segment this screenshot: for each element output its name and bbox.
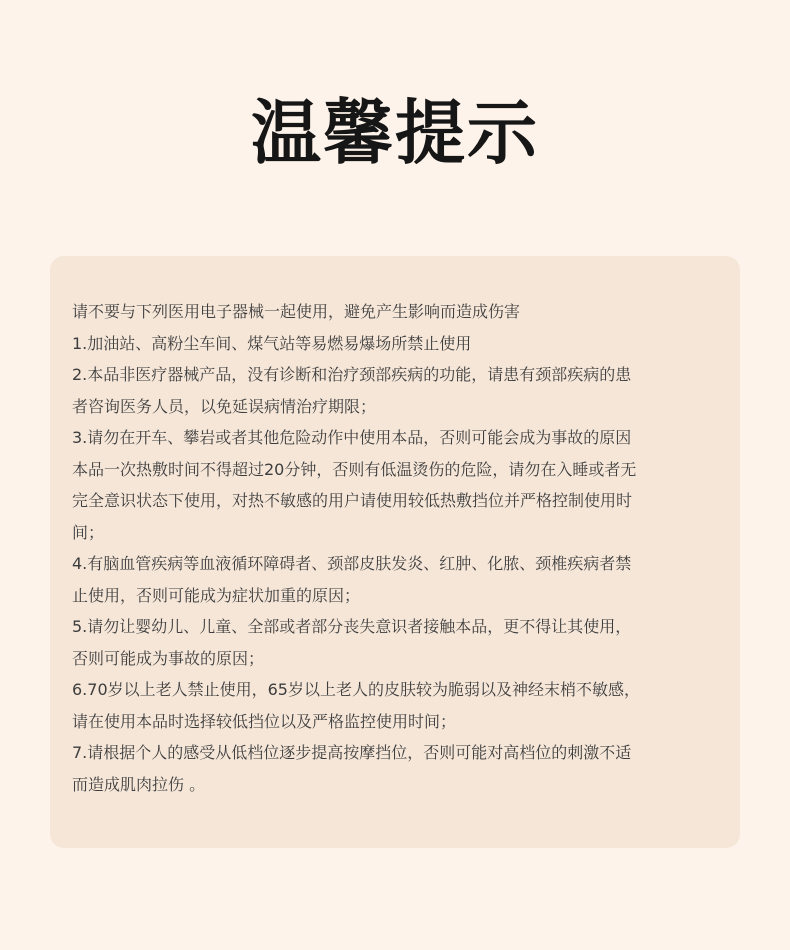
notice-line: 止使用，否则可能成为症状加重的原因； [72,585,361,605]
notice-line: 本品一次热敷时间不得超过20分钟，否则有低温烫伤的危险，请勿在入睡或者无 [72,459,637,479]
notice-line: 请不要与下列医用电子器械一起使用，避免产生影响而造成伤害 [72,302,521,321]
notice-line: 间； [72,522,105,542]
notice-line: 7.请根据个人的感受从低档位逐步提高按摩挡位，否则可能对高档位的刺激不适 [72,743,632,762]
notice-line: 完全意识状态下使用，对热不敏感的用户请使用较低热敷挡位并严格控制使用时 [72,491,633,510]
notice-body [72,296,712,800]
notice-line: 5.请勿让婴幼儿、儿童、全部或者部分丧失意识者接触本品，更不得让其使用， [72,617,632,636]
notice-line: 6.70岁以上老人禁止使用，65岁以上老人的皮肤较为脆弱以及神经末梢不敏感， [72,680,640,699]
page-title: 温馨提示 [251,92,539,174]
notice-line: 2.本品非医疗器械产品，没有诊断和治疗颈部疾病的功能，请患有颈部疾病的患 [72,365,632,384]
notice-card [50,256,740,848]
notice-line: 请在使用本品时选择较低挡位以及严格监控使用时间； [72,711,457,731]
notice-line: 者咨询医务人员，以免延误病情治疗期限； [72,396,377,416]
notice-line: 否则可能成为事故的原因； [72,648,265,668]
notice-line: 而造成肌肉拉伤 。 [72,774,206,794]
notice-line: 1.加油站、高粉尘车间、煤气站等易燃易爆场所禁止使用 [72,333,472,353]
notice-line: 3.请勿在开车、攀岩或者其他危险动作中使用本品，否则可能会成为事故的原因 [72,428,632,447]
notice-line: 4.有脑血管疾病等血液循环障碍者、颈部皮肤发炎、红肿、化脓、颈椎疾病者禁 [72,554,632,573]
